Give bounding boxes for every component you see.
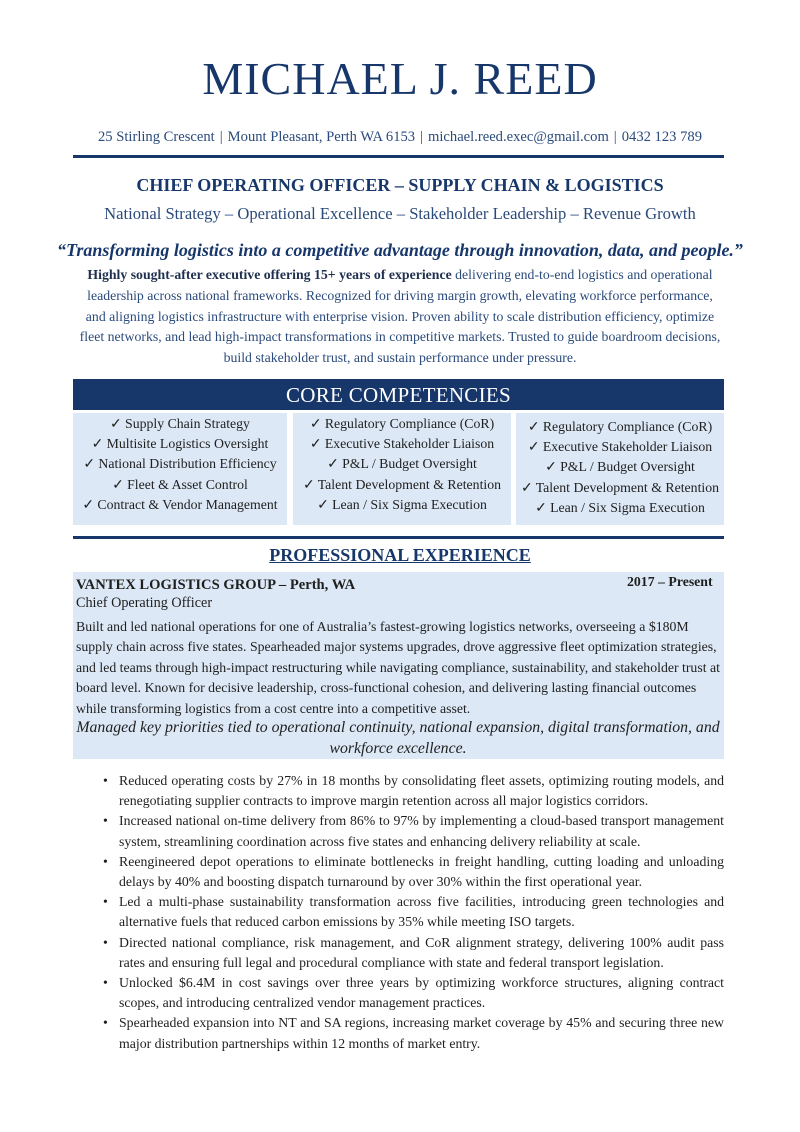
bullet-dot-icon: • [103,813,108,829]
achievement-text: Directed national compliance, risk management, and CoR alignment strategy, delivering 100% audit pass rates and ensuring full legal and procedural compliance with state and federal transport legislation. [119,934,724,970]
achievement-item [101,892,724,932]
competency-item: ✓ P&L / Budget Oversight [545,459,695,475]
job-focus-statement: Managed key priorities tied to operational continuity, national expansion, digital transformation, and workforce excellence. [76,719,720,757]
competency-item: ✓ Executive Stakeholder Liaison [309,436,495,452]
competency-item: ✓ Contract & Vendor Management [82,496,278,512]
achievement-text: Spearheaded expansion into NT and SA regions, increasing market coverage by 45% and securing three new major distribution partnerships within 12 months of market entry. [119,1015,724,1051]
competency-item: ✓ Talent Development & Retention [302,476,502,492]
achievement-text: Unlocked $6.4M in cost savings over three years by optimizing workforce structures, aligning contract scopes, and introducing centralized vendor management practices. [119,975,724,1011]
competency-item: ✓ National Distribution Efficiency [83,456,277,472]
contact-email[interactable]: michael.reed.exec@gmail.com [428,129,609,145]
achievement-item [101,771,724,811]
contact-line [0,130,800,145]
job-description: Built and led national operations for one of Australia’s fastest-growing logistics networks, overseeing a $180M supply chain across five states. Spearheaded major systems upgrades, drove aggressive fleet optimization strategies, and led teams through high-impact restructuring while navigating compliance, sustainability, and stakeholder trust at board level. Known for decisive leadership, cross-functional cohesion, and delivering lasting financial outcomes while transforming logistics from a cost centre into a competitive asset. [76,619,720,716]
contact-separator: | [420,129,424,145]
achievement-item [101,852,724,892]
bullet-dot-icon: • [103,975,108,991]
job-dates: 2017 – Present [627,574,713,589]
achievement-text: Reengineered depot operations to eliminate bottlenecks in freight handling, cutting loading and unloading delays by 40% and boosting dispatch turnaround by over 30% within the first operational year. [119,853,724,890]
achievement-item [101,973,724,1013]
achievement-item [101,1013,724,1053]
competency-item: ✓ Supply Chain Strategy [110,416,250,431]
competency-item: ✓ Fleet & Asset Control [112,476,248,492]
competency-item: ✓ Executive Stakeholder Liaison [527,439,713,455]
competency-item: ✓ Lean / Six Sigma Execution [317,496,487,512]
bullet-dot-icon: • [103,853,108,869]
summary-paragraph [78,265,722,369]
competencies-column-1 [73,413,287,525]
bullet-dot-icon: • [103,934,108,950]
summary-lead: Highly sought-after executive offering 15+ years of experience [87,267,452,282]
tagline: National Strategy – Operational Excellence – Stakeholder Leadership – Revenue Growth [104,204,696,223]
competency-item: ✓ Multisite Logistics Oversight [91,436,269,452]
summary-text: delivering end-to-end logistics and operational leadership across national frameworks. Recognized for driving margin growth, elevating workforce performance, and aligning logistics infrastructure with enterprise vision. Proven ability to scale distribution efficiency, optimize fleet networks, and lead high-impact transformations in competitive markets. Trusted to guide boardroom decisions, build stakeholder trust, and sustain performance under pressure. [79,267,721,366]
achievement-item [101,933,724,973]
contact-separator: | [613,129,617,145]
personal-quote: “Transforming logistics into a competitive advantage through innovation, data, and people.” [57,240,743,260]
bullet-dot-icon: • [103,894,108,910]
job-role: Chief Operating Officer [76,595,213,611]
contact-suburb: Mount Pleasant, Perth WA 6153 [227,129,416,145]
achievement-item [101,811,724,851]
competencies-column-2 [293,413,511,525]
competency-item: ✓ Lean / Six Sigma Execution [535,499,705,515]
header-divider [73,155,724,158]
competency-item: ✓ Regulatory Compliance (CoR) [309,416,495,431]
experience-heading: PROFESSIONAL EXPERIENCE [269,545,531,565]
bullet-dot-icon: • [103,773,108,788]
headline: CHIEF OPERATING OFFICER – SUPPLY CHAIN & LOGISTICS [136,175,664,195]
achievement-text: Increased national on-time delivery from 86% to 97% by implementing a cloud-based transport management system, streamlining coordination across five states and enhancing delivery reliability at scale. [119,813,724,849]
candidate-name: MICHAEL J. REED [202,53,598,104]
competency-item: ✓ P&L / Budget Oversight [327,456,477,472]
achievement-list [101,771,724,1054]
contact-address: 25 Stirling Crescent [98,129,215,145]
competency-item: ✓ Regulatory Compliance (CoR) [527,419,713,434]
contact-separator: | [219,129,223,145]
achievement-text: Led a multi-phase sustainability transformation across five facilities, introducing green technologies and alternative fuels that reduced carbon emissions by 35% while meeting ISO targets. [119,894,724,930]
section-divider [73,536,724,539]
competency-item: ✓ Talent Development & Retention [520,479,720,495]
job-company: VANTEX LOGISTICS GROUP – Perth, WA [76,577,356,593]
bullet-dot-icon: • [103,1015,108,1031]
competencies-heading: CORE COMPETENCIES [73,379,724,410]
contact-phone[interactable]: 0432 123 789 [621,129,702,145]
achievement-text: Reduced operating costs by 27% in 18 months by consolidating fleet assets, optimizing routing models, and renegotiating supplier contracts to improve margin retention across all major logistics corridors. [119,773,724,809]
competencies-column-3 [516,413,724,525]
